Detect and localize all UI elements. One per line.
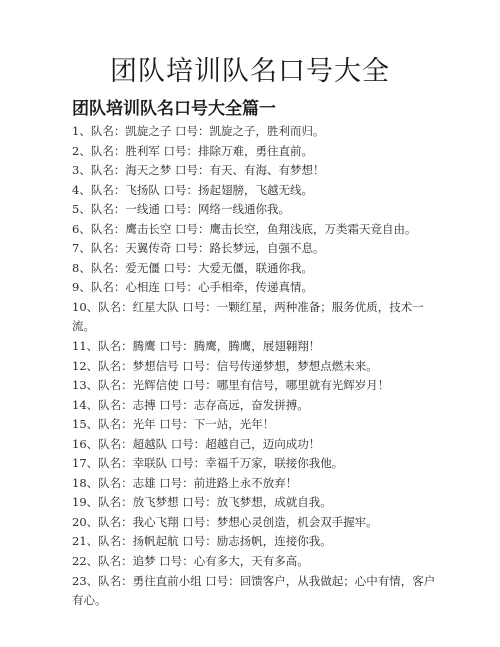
list-item: 2、队名：胜利军 口号：排除万难，勇往直前。 [72,143,313,158]
list-item: 11、队名：腾鹰 口号：腾鹰，腾鹰，展翅翱翔！ [72,339,321,354]
list-item: 19、队名：放飞梦想 口号：放飞梦想，成就自我。 [72,495,332,510]
list-item: 18、队名：志雄 口号：前进路上永不放弃！ [72,475,298,490]
list-item: 5、队名：一线通 口号：网络一线通你我。 [72,202,290,217]
section-heading: 团队培训队名口号大全篇一 [72,99,276,119]
list-item: 15、队名：光年 口号：下一站，光年！ [72,417,275,432]
list-item: 23、队名：勇往直前小组 口号：回馈客户，从我做起；心中有情，客户有心。 [72,573,436,608]
list-item: 22、队名：追梦 口号：心有多大，天有多高。 [72,554,309,569]
list-item: 17、队名：幸联队 口号：幸福千万家，联接你我他。 [72,456,344,471]
list-item: 12、队名：梦想信号 口号：信号传递梦想，梦想点燃未来。 [72,358,378,373]
list-item: 16、队名：超越队 口号：超越自己，迈向成功！ [72,436,321,451]
list-item: 14、队名：志搏 口号：志存高远，奋发拼搏。 [72,397,309,412]
list-item: 3、队名：海天之梦 口号：有天、有海、有梦想！ [72,163,325,178]
list-item: 1、队名：凯旋之子 口号：凯旋之子，胜利而归。 [72,124,325,138]
list-item: 4、队名：飞扬队 口号：扬起翅膀，飞越无线。 [72,182,313,197]
list-item: 10、队名：红星大队 口号：一颗红星，两种准备；服务优质，技术一流。 [72,299,424,334]
list-item: 21、队名：扬帆起航 口号：励志扬帆，连接你我。 [72,534,332,549]
list-item: 20、队名：我心飞翔 口号：梦想心灵创造，机会双手握牢。 [72,514,378,529]
list-item: 9、队名：心相连 口号：心手相牵，传递真情。 [72,280,313,295]
list-item: 13、队名：光辉信使 口号：哪里有信号，哪里就有光辉岁月！ [72,378,390,393]
slogan-list [72,122,444,611]
list-item: 8、队名：爱无僵 口号：大爱无僵，联通你我。 [72,260,313,275]
list-item: 7、队名：天翼传奇 口号：路长梦远，自强不息。 [72,241,325,256]
document-title: 团队培训队名口号大全 [110,56,390,87]
list-item: 6、队名：鹰击长空 口号：鹰击长空，鱼翔浅底，万类霜天竞自由。 [72,221,417,236]
